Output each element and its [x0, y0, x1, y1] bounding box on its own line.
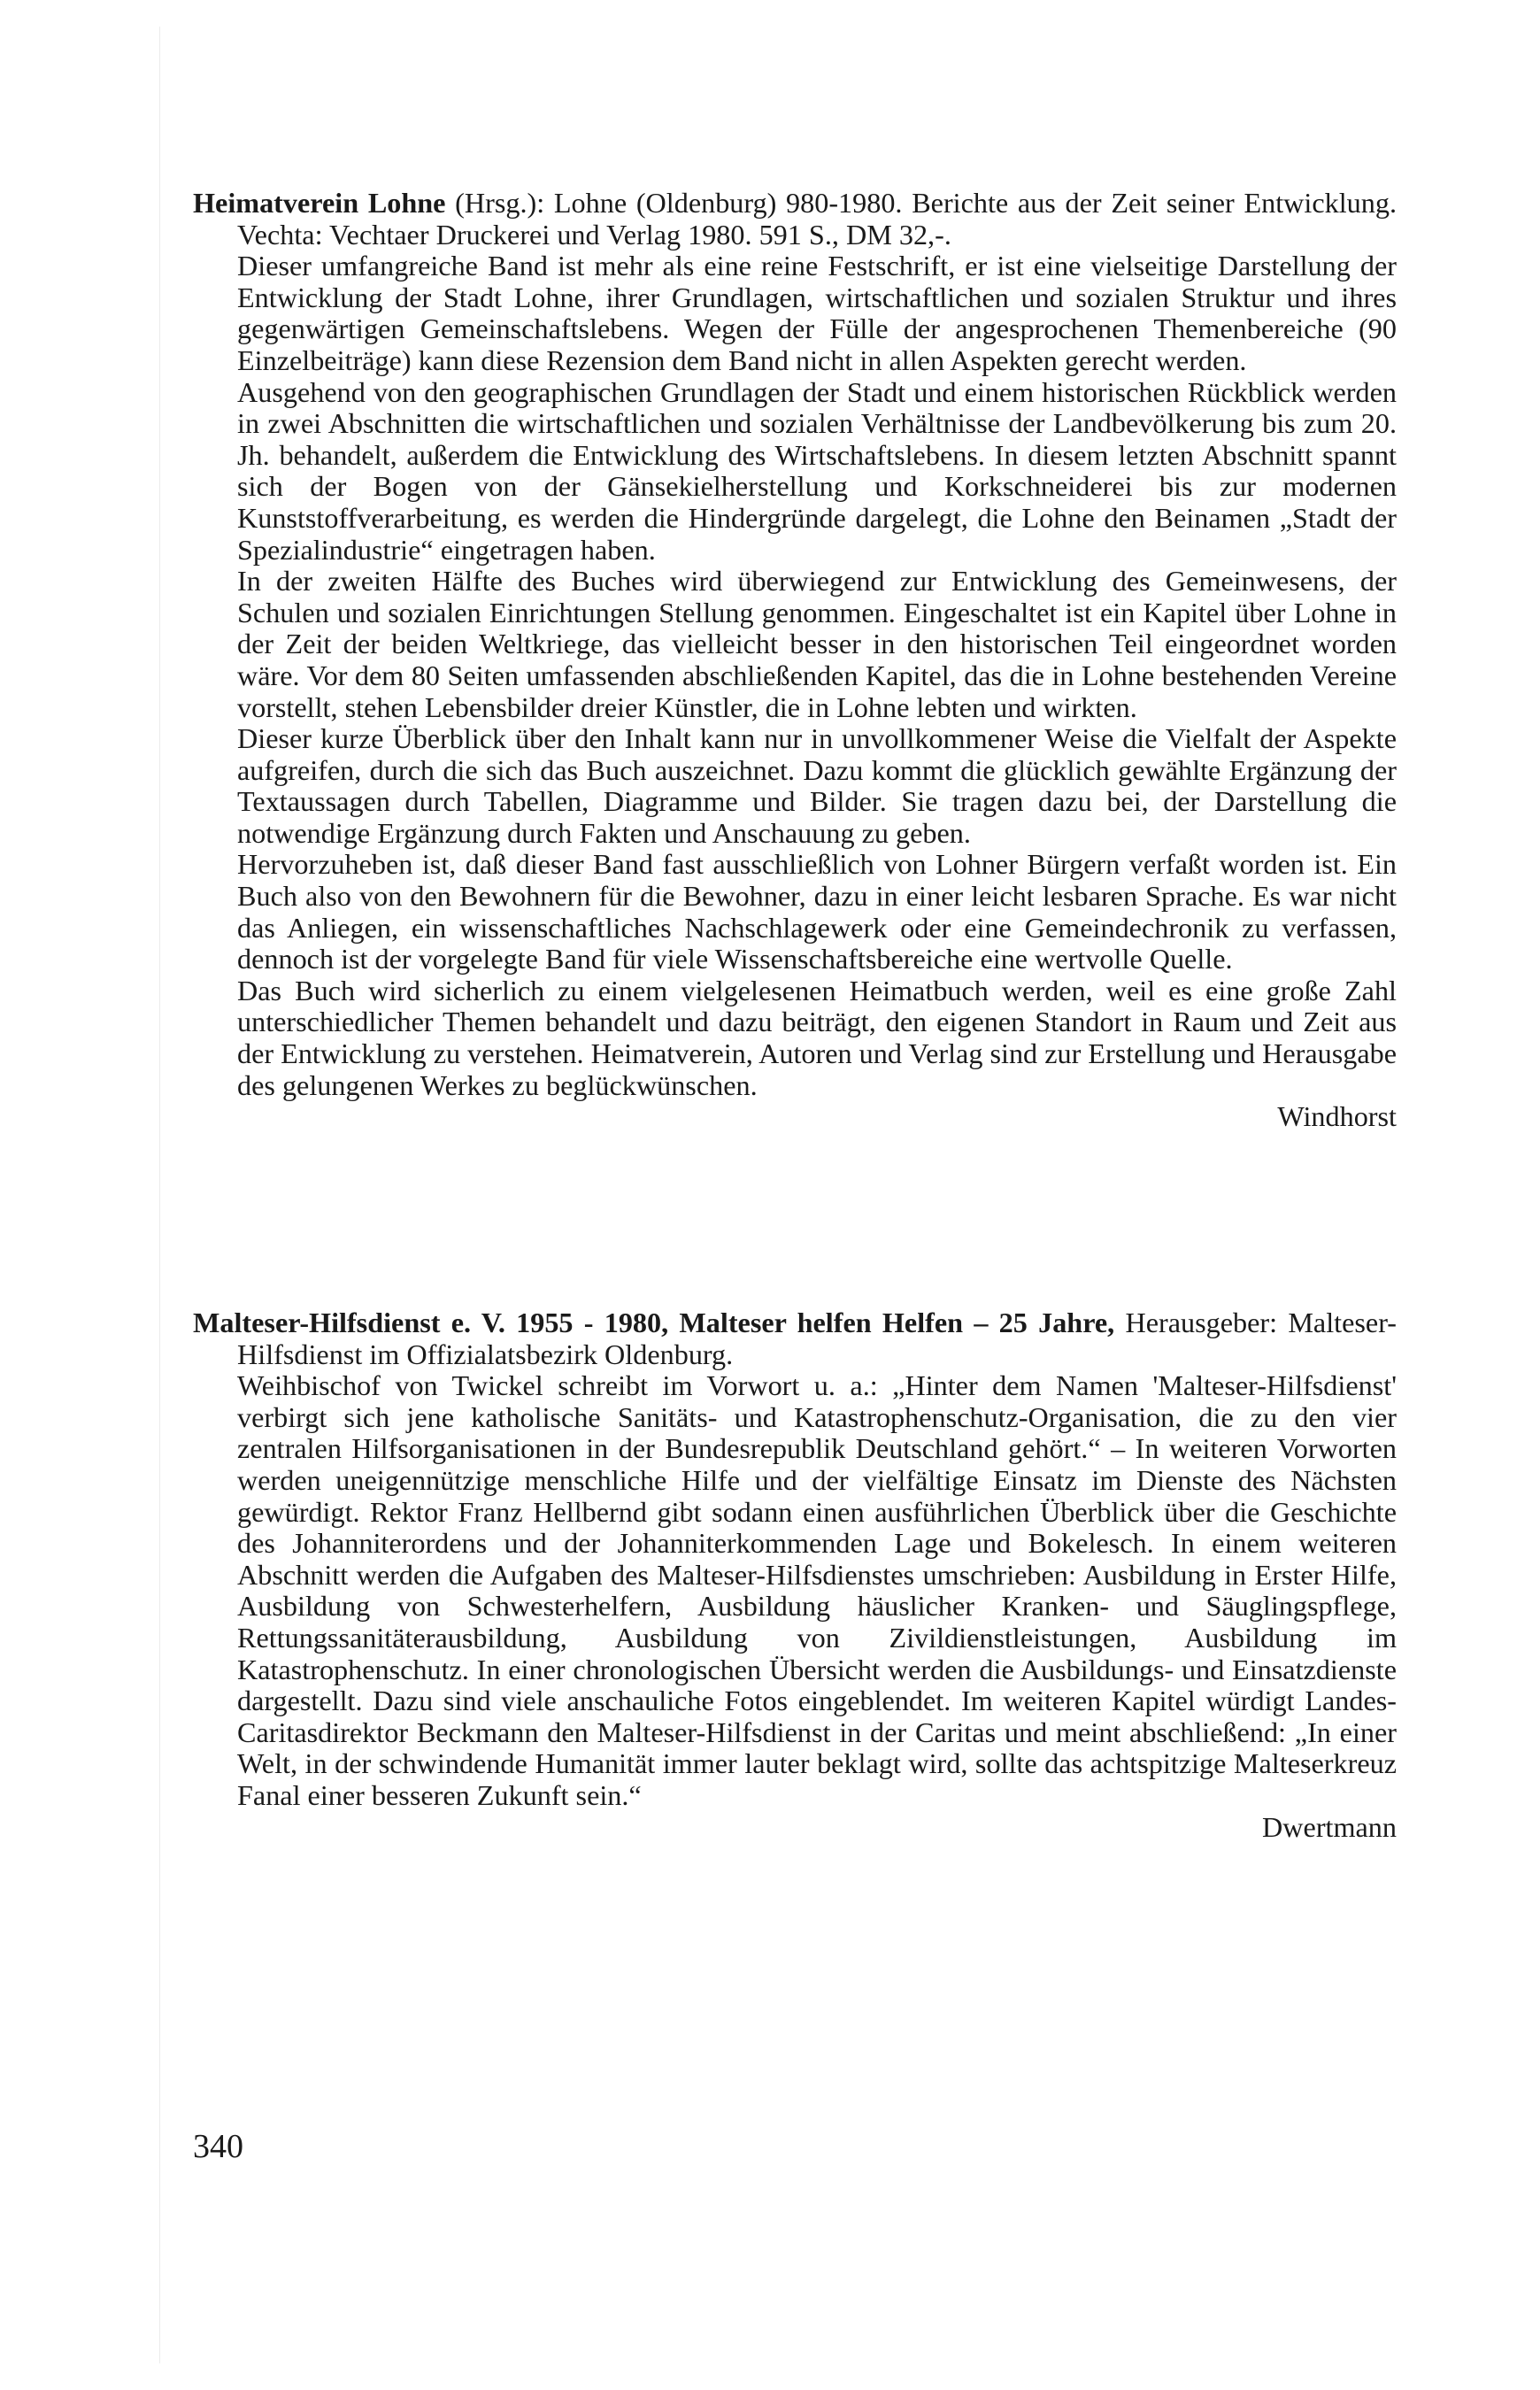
review-title: Heimatverein Lohne	[193, 187, 446, 219]
review-paragraph: Ausgehend von den geographischen Grundlagen der Stadt und einem historischen Rückblick werden in zwei Abschnitten die wirtschaftlichen und sozialen Verhältnisse der Landbevölkerung bis zum 20. Jh. behandelt, außerdem die Entwicklung des Wirtschaftslebens. In diesem letzten Abschnitt spannt sich der Bogen von der Gänsekielherstellung und Korkschneiderei bis zur modernen Kunststoffverarbeitung, es werden die Hindergründe dargelegt, die Lohne den Beinamen „Stadt der Spezialindustrie“ eingetragen haben.	[237, 375, 1397, 566]
review-paragraph: Weihbischof von Twickel schreibt im Vorwort u. a.: „Hinter dem Namen 'Malteser-Hilfsdienst' verbirgt sich jene katholische Sanitäts- und Katastrophenschutz-Organisation, die zu den vier zentralen Hilfsorganisationen in der Bundesrepublik Deutschland gehört.“ – In weiteren Vorworten werden uneigennützige menschliche Hilfe und der vielfältige Einsatz im Dienste des Nächsten gewürdigt. Rektor Franz Hellbernd gibt sodann einen ausführlichen Überblick über die Geschichte des Johanniterordens und der Johanniterkommenden Lage und Bokelesch. In einem weiteren Abschnitt werden die Aufgaben des Malteser-Hilfsdienstes umschrieben: Ausbildung in Erster Hilfe, Ausbildung von Schwesterhelfern, Ausbildung häuslicher Kranken- und Säuglingspflege, Rettungssanitäterausbildung, Ausbildung von Zivildienstleistungen, Ausbildung im Katastrophenschutz. In einer chronologischen Übersicht werden die Ausbildungs- und Einsatzdienste dargestellt. Dazu sind viele anschauliche Fotos eingeblendet. Im weiteren Kapitel würdigt Landes-Caritasdirektor Beckmann den Malteser-Hilfsdienst in der Caritas und meint abschließend: „In einer Welt, in der schwindende Humanität immer lauter beklagt wird, sollte das achtspitzige Malteserkreuz Fanal einer besseren Zukunft sein.“	[237, 1369, 1397, 1811]
review-paragraph: Dieser umfangreiche Band ist mehr als eine reine Festschrift, er ist eine vielseitige Darstellung der Entwicklung der Stadt Lohne, ihrer Grundlagen, wirtschaftlichen und sozialen Struktur und ihres gegenwärtigen Gemeinschaftslebens. Wegen der Fülle der angesprochenen Themenbereiche (90 Einzelbeiträge) kann diese Rezension dem Band nicht in allen Aspekten gerecht werden.	[237, 250, 1397, 376]
review-citation: Herausgeber: Malteser-Hilfsdienst im Offizialatsbezirk Oldenburg.	[237, 1307, 1398, 1370]
review-paragraph: In der zweiten Hälfte des Buches wird überwiegend zur Entwicklung des Gemeinwesens, der Schulen und sozialen Einrichtungen Stellung genommen. Eingeschaltet ist ein Kapitel über Lohne in der Zeit der beiden Weltkriege, das vielleicht besser in den historischen Teil eingeordnet worden wäre. Vor dem 80 Seiten umfassenden abschließenden Kapitel, das die in Lohne bestehenden Vereine vorstellt, stehen Lebensbilder dreier Künstler, die in Lohne lebten und wirkten.	[237, 565, 1397, 723]
review-malteser-hilfsdienst	[193, 1307, 1397, 1843]
review-paragraph: Hervorzuheben ist, daß dieser Band fast ausschließlich von Lohner Bürgern verfaßt worden ist. Ein Buch also von den Bewohnern für die Bewohner, dazu in einer leicht lesbaren Sprache. Es war nicht das Anliegen, ein wissenschaftliches Nachschlagewerk oder eine Gemeindechronik zu verfassen, dennoch ist der vorgelegte Band für viele Wissenschaftsbereiche eine wertvolle Quelle.	[237, 848, 1397, 975]
review-heimatverein-lohne	[193, 188, 1397, 1133]
review-signature: Windhorst	[1277, 1100, 1397, 1133]
page-number: 340	[193, 2128, 243, 2165]
review-heading	[193, 188, 1397, 251]
review-paragraph: Das Buch wird sicherlich zu einem vielgelesenen Heimatbuch werden, weil es eine große Zahl unterschiedlicher Themen behandelt und dazu beiträgt, den eigenen Standort in Raum und Zeit aus der Entwicklung zu verstehen. Heimatverein, Autoren und Verlag sind zur Erstellung und Herausgabe des gelungenen Werkes zu beglückwünschen.	[237, 974, 1397, 1101]
page-margin-line	[159, 27, 160, 2363]
review-signature: Dwertmann	[1262, 1810, 1397, 1843]
review-title: Malteser-Hilfsdienst e. V. 1955 - 1980, Malteser helfen Helfen – 25 Jahre,	[193, 1307, 1115, 1338]
review-citation: (Hrsg.): Lohne (Oldenburg) 980-1980. Berichte aus der Zeit seiner Entwicklung. Vechta: Vechtaer Druckerei und Verlag 1980. 591 S., DM 32,-.	[237, 187, 1397, 251]
review-heading	[193, 1307, 1397, 1370]
review-paragraph: Dieser kurze Überblick über den Inhalt kann nur in unvollkommener Weise die Vielfalt der Aspekte aufgreifen, durch die sich das Buch auszeichnet. Dazu kommt die glücklich gewählte Ergänzung der Textaussagen durch Tabellen, Diagramme und Bilder. Sie tragen dazu bei, der Darstellung die notwendige Ergänzung durch Fakten und Anschauung zu geben.	[237, 722, 1397, 849]
